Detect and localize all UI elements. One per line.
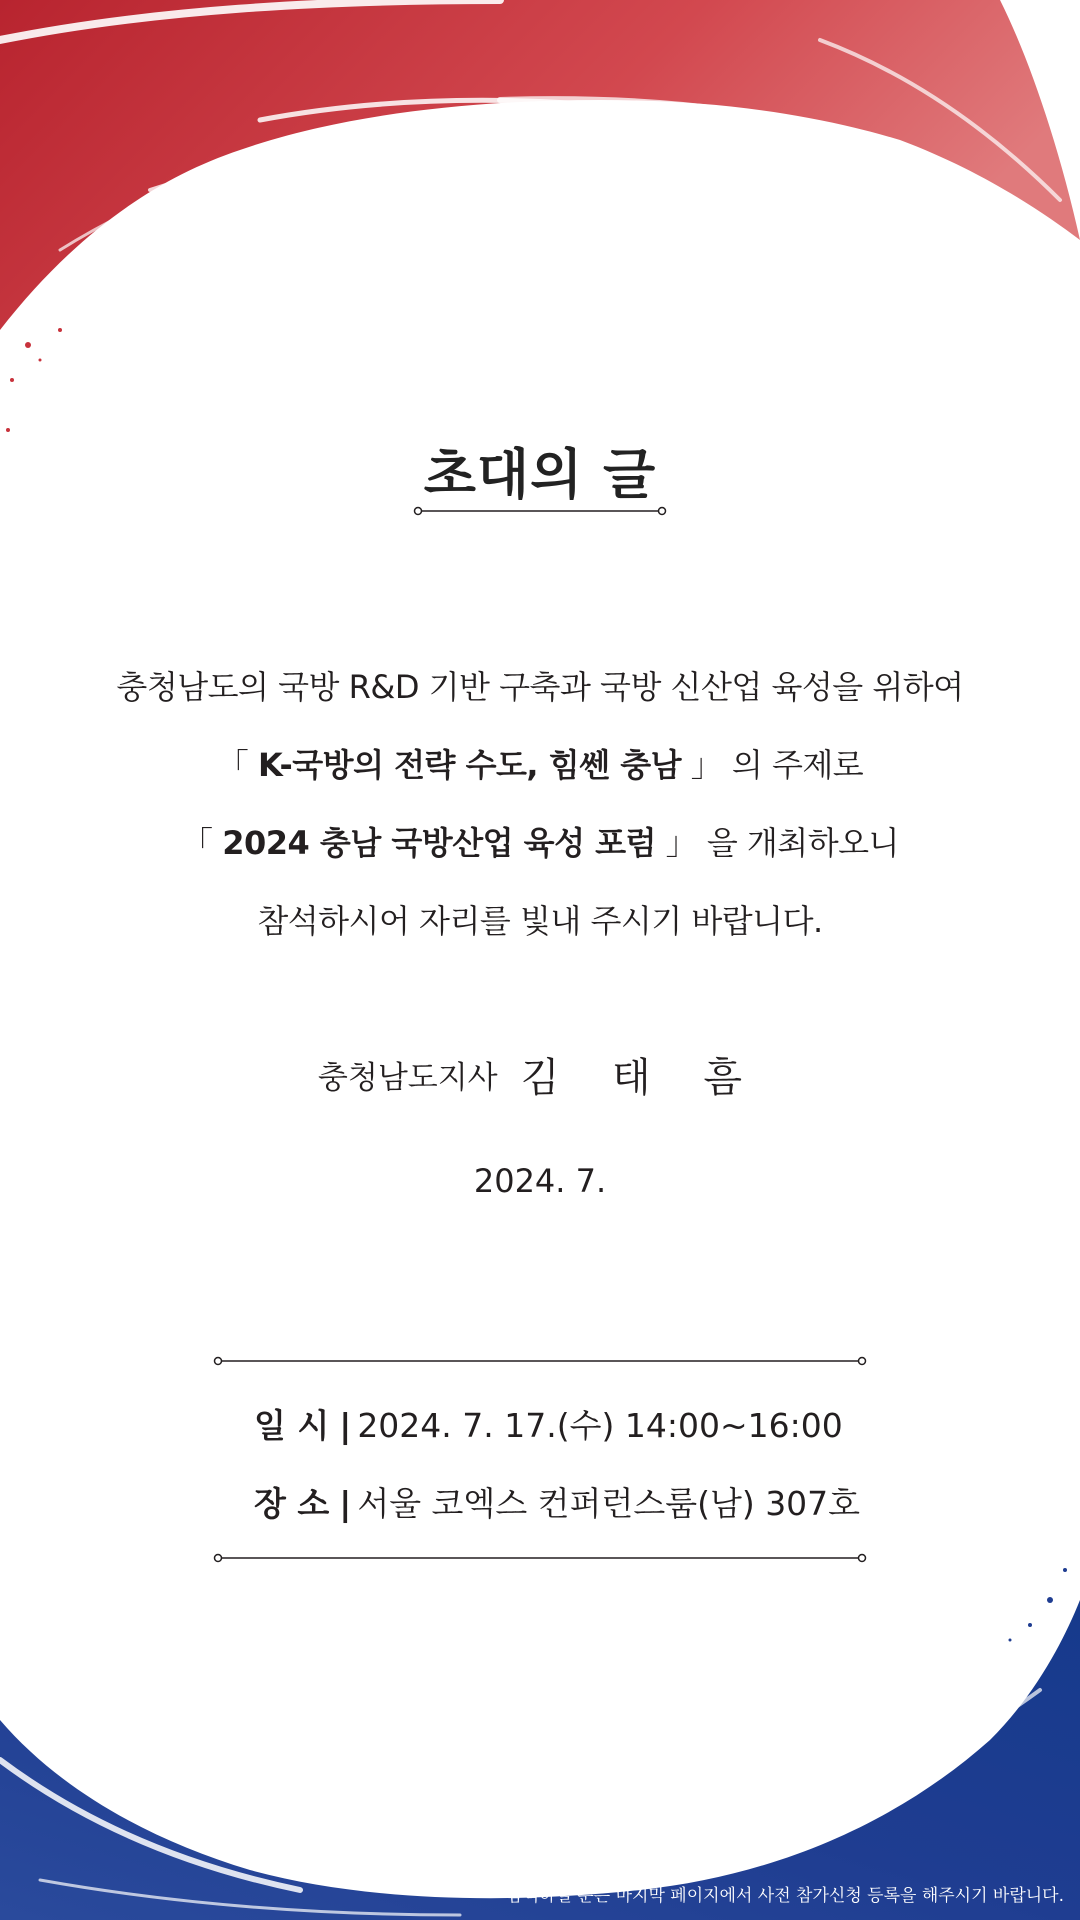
event-datetime-row bbox=[254, 1400, 843, 1447]
place-value: 서울 코엑스 컨퍼런스룸(남) 307호 bbox=[357, 1484, 861, 1523]
theme-suffix: 의 주제로 bbox=[731, 746, 864, 784]
datetime-label: 일 시 bbox=[254, 1406, 330, 1445]
datetime-value: 2024. 7. 17.(수) 14:00~16:00 bbox=[357, 1406, 843, 1445]
title-underline bbox=[412, 504, 668, 518]
invitation-body-line-2 bbox=[0, 740, 1080, 786]
info-divider-bottom bbox=[212, 1551, 868, 1565]
separator: | bbox=[339, 1484, 352, 1523]
forum-suffix: 을 개최하오니 bbox=[706, 824, 899, 862]
forum-theme: K-국방의 전략 수도, 힘쎈 충남 bbox=[257, 746, 682, 784]
invitation-body-line-4: 참석하시어 자리를 빛내 주시기 바랍니다. bbox=[257, 902, 823, 940]
invitation-body-line-1: 충청남도의 국방 R&D 기반 구축과 국방 신산업 육성을 위하여 bbox=[116, 668, 964, 706]
corner-bracket-open: 「 bbox=[216, 746, 249, 784]
corner-bracket-open: 「 bbox=[181, 824, 213, 862]
signature bbox=[0, 1046, 1080, 1103]
forum-name: 2024 충남 국방산업 육성 포럼 bbox=[222, 824, 656, 862]
page-title: 초대의 글 bbox=[423, 443, 657, 506]
corner-bracket-close: 」 bbox=[665, 824, 698, 862]
registration-footnote: 참석하실 분은 마지막 페이지에서 사전 참가신청 등록을 해주시기 바랍니다. bbox=[506, 1886, 1064, 1906]
separator: | bbox=[339, 1406, 352, 1445]
corner-bracket-close: 」 bbox=[690, 746, 723, 784]
event-place-row bbox=[254, 1478, 860, 1525]
invitation-body-line-3 bbox=[0, 818, 1080, 864]
issue-date: 2024. 7. bbox=[473, 1162, 607, 1200]
place-label: 장 소 bbox=[254, 1484, 330, 1523]
info-divider-top bbox=[212, 1354, 868, 1368]
signer-title: 충청남도지사 bbox=[317, 1060, 498, 1096]
signer-name: 김 태 흠 bbox=[520, 1055, 763, 1101]
